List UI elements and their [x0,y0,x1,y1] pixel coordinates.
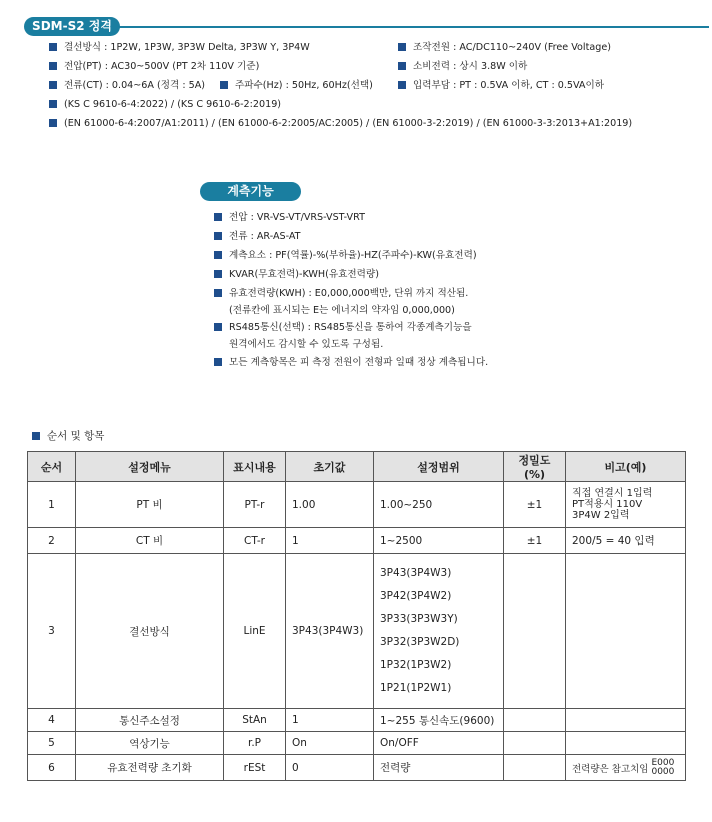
spec-right-item: 입력부담 : PT : 0.5VA 이하, CT : 0.5VA이하 [398,80,604,92]
cell-display: LinE [224,554,286,709]
table-header-row [28,452,686,482]
bullet-square-icon [214,358,222,366]
cell-display: r.P [224,732,286,755]
header-cell-display: 표시내용 [224,452,286,482]
spec-item: 전압(PT) : AC30~500V (PT 2차 110V 기준) [49,61,259,73]
spec-item: (KS C 9610-6-4:2022) / (KS C 9610-6-2:2019) [49,99,281,111]
range-option: 3P42(3P4W2) [380,590,452,602]
range-option: 1P21(1P2W1) [380,682,452,694]
cell-precision: ±1 [504,528,566,554]
bullet-square-icon [398,43,406,51]
note-line: PT적용시 110V [572,499,643,510]
spec-item-frequency: 주파수(Hz) : 50Hz, 60Hz(선택) [220,80,373,92]
cell-note [566,482,686,528]
cell-no: 4 [28,709,76,732]
bullet-square-icon [214,289,222,297]
measure-item: 계측요소 : PF(역률)-%(부하율)-HZ(주파수)-KW(유효전력) [214,250,477,262]
cell-display: rESt [224,755,286,781]
bullet-square-icon [32,432,40,440]
bullet-square-icon [398,81,406,89]
range-option: 3P33(3P3W3Y) [380,613,458,625]
cell-init: 1.00 [286,482,374,528]
bullet-square-icon [49,62,57,70]
spec-item: (EN 61000-6-4:2007/A1:2011) / (EN 61000-6-2:2005/AC:2005) / (EN 61000-3-2:2019) / (EN 61000-3-3:2013+A1:2019) [49,118,632,130]
bullet-square-icon [49,43,57,51]
table-row [28,755,686,781]
header-cell-note: 비고(예) [566,452,686,482]
measure-item: KVAR(무효전력)-KWH(유효전력량) [214,269,379,281]
cell-note: 200/5 = 40 입력 [566,528,686,554]
header-cell-range: 설정범위 [374,452,504,482]
cell-menu: PT 비 [76,482,224,528]
bullet-square-icon [214,251,222,259]
cell-note [566,554,686,709]
measure-item-continuation: 원격에서도 감시할 수 있도록 구성됨. [229,339,384,350]
table-row [28,732,686,755]
range-option: 1P32(1P3W2) [380,659,452,671]
note-value-line: 0000 [651,766,675,777]
bullet-square-icon [214,232,222,240]
header-cell-menu: 설정메뉴 [76,452,224,482]
cell-display: PT-r [224,482,286,528]
spec-section-title: SDM-S2 정격 [24,17,120,36]
cell-init: 1 [286,528,374,554]
bullet-square-icon [49,119,57,127]
cell-init: 0 [286,755,374,781]
order-section-title: 순서 및 항목 [32,430,104,442]
cell-precision [504,709,566,732]
spec-right-item: 소비전력 : 상시 3.8W 이하 [398,61,527,73]
bullet-square-icon [214,270,222,278]
cell-no: 1 [28,482,76,528]
cell-precision [504,554,566,709]
measure-item-continuation: (전류칸에 표시되는 E는 에너지의 약자임 0,000,000) [229,305,455,316]
measure-item: 전류 : AR-AS-AT [214,231,301,243]
cell-menu: 역상기능 [76,732,224,755]
cell-no: 5 [28,732,76,755]
cell-precision [504,755,566,781]
cell-precision: ±1 [504,482,566,528]
cell-note [566,755,686,781]
bullet-square-icon [214,213,222,221]
cell-range: 1.00~250 [374,482,504,528]
cell-range: 전력량 [374,755,504,781]
cell-range: On/OFF [374,732,504,755]
cell-note [566,709,686,732]
bullet-square-icon [398,62,406,70]
cell-no: 3 [28,554,76,709]
measure-item: 유효전력량(KWH) : E0,000,000백만, 단위 까지 적산됨. [214,288,468,300]
cell-display: CT-r [224,528,286,554]
cell-init: 3P43(3P4W3) [286,554,374,709]
cell-no: 2 [28,528,76,554]
note-line: 3P4W 2입력 [572,510,630,521]
spec-item: 전류(CT) : 0.04~6A (정격 : 5A) [49,80,205,92]
bullet-square-icon [220,81,228,89]
range-option: 3P43(3P4W3) [380,567,452,579]
bullet-square-icon [49,100,57,108]
table-row [28,528,686,554]
header-cell-precision: 정밀도(%) [504,452,566,482]
note-line: 직접 연결시 1입력 [572,488,653,499]
measure-item: 전압 : VR-VS-VT/VRS-VST-VRT [214,212,365,224]
range-option: 3P32(3P3W2D) [380,636,460,648]
settings-table [27,451,686,781]
cell-range: 1~255 통신속도(9600) [374,709,504,732]
cell-note [566,732,686,755]
table-row [28,482,686,528]
header-cell-init: 초기값 [286,452,374,482]
spec-right-item: 조작전원 : AC/DC110~240V (Free Voltage) [398,42,611,54]
cell-menu: CT 비 [76,528,224,554]
cell-init: 1 [286,709,374,732]
measure-item: 모든 계측항목은 피 측정 전원이 전형파 일때 정상 계측됩니다. [214,357,488,369]
cell-init: On [286,732,374,755]
cell-menu: 결선방식 [76,554,224,709]
spec-item: 결선방식 : 1P2W, 1P3W, 3P3W Delta, 3P3W Y, 3P4W [49,42,310,54]
cell-menu: 통신주소설정 [76,709,224,732]
table-row [28,709,686,732]
header-cell-no: 순서 [28,452,76,482]
measure-item: RS485통신(선택) : RS485통신을 통하여 각종계측기능을 [214,322,472,334]
cell-no: 6 [28,755,76,781]
table-row [28,554,686,709]
note-text: 전력량은 참고치임 [572,763,649,775]
cell-range: 1~2500 [374,528,504,554]
cell-menu: 유효전력량 초기화 [76,755,224,781]
spec-title-rule [118,26,709,28]
cell-precision [504,732,566,755]
cell-range-list [374,554,504,709]
cell-display: StAn [224,709,286,732]
bullet-square-icon [49,81,57,89]
bullet-square-icon [214,323,222,331]
note-value-line: E000 [651,757,675,768]
note-value [651,759,674,777]
measure-section-title: 계측기능 [200,182,301,201]
